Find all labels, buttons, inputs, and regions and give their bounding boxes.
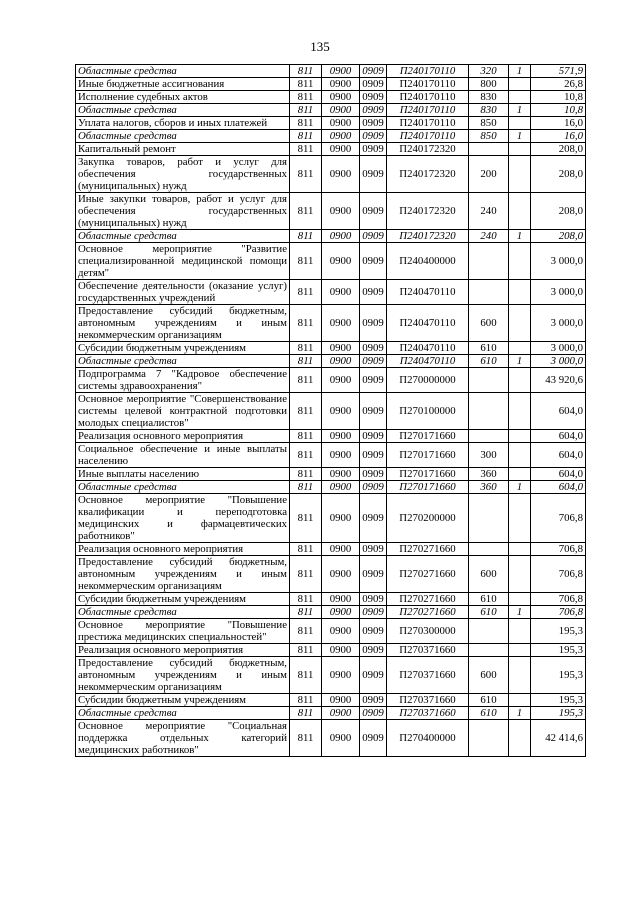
section-code-cell: 0900 [322, 707, 360, 720]
subsection-code-cell: 0909 [360, 443, 387, 468]
subsection-code-cell: 0909 [360, 91, 387, 104]
subsection-code-cell: 0909 [360, 143, 387, 156]
expense-type-cell [469, 393, 509, 430]
expense-type-cell: 600 [469, 305, 509, 342]
expense-type-cell: 610 [469, 342, 509, 355]
funding-source-cell [509, 91, 531, 104]
section-code-cell: 0900 [322, 193, 360, 230]
amount-cell: 195,3 [531, 657, 586, 694]
amount-cell: 706,8 [531, 494, 586, 543]
amount-cell: 3 000,0 [531, 342, 586, 355]
section-code-cell: 0900 [322, 368, 360, 393]
amount-cell: 43 920,6 [531, 368, 586, 393]
expense-type-cell: 610 [469, 606, 509, 619]
expense-type-cell: 610 [469, 694, 509, 707]
expense-type-cell: 360 [469, 481, 509, 494]
expense-type-cell: 300 [469, 443, 509, 468]
subsection-code-cell: 0909 [360, 481, 387, 494]
ministry-code-cell: 811 [290, 644, 322, 657]
expense-type-cell: 610 [469, 355, 509, 368]
subsection-code-cell: 0909 [360, 468, 387, 481]
target-article-cell: П240170110 [387, 78, 469, 91]
row-name-cell: Уплата налогов, сборов и иных платежей [76, 117, 290, 130]
target-article-cell: П270000000 [387, 368, 469, 393]
regional-funds-row [76, 230, 586, 243]
ministry-code-cell: 811 [290, 230, 322, 243]
funding-source-cell: 1 [509, 65, 531, 78]
expense-type-cell [469, 720, 509, 757]
section-code-cell: 0900 [322, 78, 360, 91]
ministry-code-cell: 811 [290, 104, 322, 117]
expense-type-cell: 850 [469, 117, 509, 130]
funding-source-cell [509, 694, 531, 707]
target-article-cell: П270371660 [387, 694, 469, 707]
amount-cell: 208,0 [531, 193, 586, 230]
target-article-cell: П240172320 [387, 156, 469, 193]
ministry-code-cell: 811 [290, 707, 322, 720]
table-row [76, 243, 586, 280]
amount-cell: 3 000,0 [531, 243, 586, 280]
expense-type-cell: 200 [469, 156, 509, 193]
amount-cell: 195,3 [531, 619, 586, 644]
ministry-code-cell: 811 [290, 543, 322, 556]
budget-table [75, 64, 586, 757]
expense-type-cell: 600 [469, 657, 509, 694]
target-article-cell: П270300000 [387, 619, 469, 644]
funding-source-cell [509, 305, 531, 342]
section-code-cell: 0900 [322, 720, 360, 757]
expense-type-cell: 320 [469, 65, 509, 78]
target-article-cell: П270271660 [387, 556, 469, 593]
expense-type-cell [469, 243, 509, 280]
expense-type-cell [469, 619, 509, 644]
funding-source-cell [509, 543, 531, 556]
regional-funds-row [76, 606, 586, 619]
funding-source-cell: 1 [509, 230, 531, 243]
target-article-cell: П240170110 [387, 104, 469, 117]
subsection-code-cell: 0909 [360, 694, 387, 707]
amount-cell: 195,3 [531, 707, 586, 720]
amount-cell: 604,0 [531, 481, 586, 494]
amount-cell: 16,0 [531, 130, 586, 143]
row-name-cell: Подпрограмма 7 "Кадровое обеспечение системы здравоохранения" [76, 368, 290, 393]
regional-funds-row [76, 481, 586, 494]
subsection-code-cell: 0909 [360, 707, 387, 720]
ministry-code-cell: 811 [290, 305, 322, 342]
funding-source-cell: 1 [509, 355, 531, 368]
table-row [76, 156, 586, 193]
row-name-cell: Социальное обеспечение и иные выплаты населению [76, 443, 290, 468]
table-row [76, 556, 586, 593]
ministry-code-cell: 811 [290, 193, 322, 230]
amount-cell: 208,0 [531, 156, 586, 193]
funding-source-cell [509, 443, 531, 468]
funding-source-cell [509, 468, 531, 481]
amount-cell: 706,8 [531, 606, 586, 619]
expense-type-cell: 850 [469, 130, 509, 143]
expense-type-cell [469, 644, 509, 657]
section-code-cell: 0900 [322, 694, 360, 707]
table-row [76, 694, 586, 707]
row-name-cell: Областные средства [76, 230, 290, 243]
target-article-cell: П270171660 [387, 443, 469, 468]
row-name-cell: Областные средства [76, 65, 290, 78]
subsection-code-cell: 0909 [360, 556, 387, 593]
target-article-cell: П270400000 [387, 720, 469, 757]
amount-cell: 3 000,0 [531, 355, 586, 368]
ministry-code-cell: 811 [290, 243, 322, 280]
row-name-cell: Областные средства [76, 606, 290, 619]
funding-source-cell [509, 342, 531, 355]
row-name-cell: Предоставление субсидий бюджетным, автономным учреждениям и иным некоммерческим организациям [76, 556, 290, 593]
funding-source-cell [509, 556, 531, 593]
target-article-cell: П240470110 [387, 355, 469, 368]
row-name-cell: Предоставление субсидий бюджетным, автономным учреждениям и иным некоммерческим организациям [76, 305, 290, 342]
amount-cell: 42 414,6 [531, 720, 586, 757]
row-name-cell: Областные средства [76, 481, 290, 494]
target-article-cell: П270271660 [387, 543, 469, 556]
target-article-cell: П270100000 [387, 393, 469, 430]
funding-source-cell: 1 [509, 481, 531, 494]
table-row [76, 593, 586, 606]
subsection-code-cell: 0909 [360, 243, 387, 280]
target-article-cell: П270171660 [387, 468, 469, 481]
subsection-code-cell: 0909 [360, 193, 387, 230]
ministry-code-cell: 811 [290, 355, 322, 368]
section-code-cell: 0900 [322, 494, 360, 543]
target-article-cell: П270171660 [387, 481, 469, 494]
amount-cell: 195,3 [531, 694, 586, 707]
funding-source-cell: 1 [509, 707, 531, 720]
subsection-code-cell: 0909 [360, 280, 387, 305]
target-article-cell: П270200000 [387, 494, 469, 543]
target-article-cell: П270171660 [387, 430, 469, 443]
funding-source-cell [509, 657, 531, 694]
section-code-cell: 0900 [322, 280, 360, 305]
funding-source-cell [509, 494, 531, 543]
row-name-cell: Основное мероприятие "Развитие специализированной медицинской помощи детям" [76, 243, 290, 280]
expense-type-cell: 610 [469, 593, 509, 606]
funding-source-cell [509, 430, 531, 443]
row-name-cell: Основное мероприятие "Совершенствование системы целевой контрактной подготовки молодых специалистов" [76, 393, 290, 430]
row-name-cell: Исполнение судебных актов [76, 91, 290, 104]
row-name-cell: Областные средства [76, 130, 290, 143]
subsection-code-cell: 0909 [360, 430, 387, 443]
ministry-code-cell: 811 [290, 156, 322, 193]
row-name-cell: Субсидии бюджетным учреждениям [76, 342, 290, 355]
table-row [76, 430, 586, 443]
amount-cell: 571,9 [531, 65, 586, 78]
row-name-cell: Иные бюджетные ассигнования [76, 78, 290, 91]
section-code-cell: 0900 [322, 156, 360, 193]
subsection-code-cell: 0909 [360, 130, 387, 143]
section-code-cell: 0900 [322, 305, 360, 342]
expense-type-cell [469, 430, 509, 443]
amount-cell: 706,8 [531, 556, 586, 593]
ministry-code-cell: 811 [290, 593, 322, 606]
subsection-code-cell: 0909 [360, 494, 387, 543]
amount-cell: 3 000,0 [531, 280, 586, 305]
row-name-cell: Субсидии бюджетным учреждениям [76, 593, 290, 606]
section-code-cell: 0900 [322, 430, 360, 443]
ministry-code-cell: 811 [290, 481, 322, 494]
section-code-cell: 0900 [322, 355, 360, 368]
regional-funds-row [76, 104, 586, 117]
row-name-cell: Основное мероприятие "Повышение квалификации и переподготовка медицинских и фармацевтических работников" [76, 494, 290, 543]
ministry-code-cell: 811 [290, 720, 322, 757]
target-article-cell: П270371660 [387, 657, 469, 694]
regional-funds-row [76, 355, 586, 368]
funding-source-cell [509, 280, 531, 305]
table-row [76, 468, 586, 481]
table-row [76, 720, 586, 757]
table-row [76, 543, 586, 556]
funding-source-cell [509, 143, 531, 156]
ministry-code-cell: 811 [290, 430, 322, 443]
funding-source-cell [509, 193, 531, 230]
ministry-code-cell: 811 [290, 393, 322, 430]
expense-type-cell [469, 543, 509, 556]
row-name-cell: Основное мероприятие "Повышение престижа медицинских специальностей" [76, 619, 290, 644]
funding-source-cell [509, 393, 531, 430]
expense-type-cell: 240 [469, 230, 509, 243]
amount-cell: 706,8 [531, 543, 586, 556]
ministry-code-cell: 811 [290, 342, 322, 355]
expense-type-cell: 240 [469, 193, 509, 230]
subsection-code-cell: 0909 [360, 619, 387, 644]
table-row [76, 143, 586, 156]
ministry-code-cell: 811 [290, 78, 322, 91]
section-code-cell: 0900 [322, 468, 360, 481]
table-row [76, 117, 586, 130]
funding-source-cell [509, 619, 531, 644]
ministry-code-cell: 811 [290, 130, 322, 143]
ministry-code-cell: 811 [290, 91, 322, 104]
amount-cell: 10,8 [531, 91, 586, 104]
funding-source-cell: 1 [509, 104, 531, 117]
funding-source-cell [509, 368, 531, 393]
section-code-cell: 0900 [322, 606, 360, 619]
subsection-code-cell: 0909 [360, 65, 387, 78]
expense-type-cell: 830 [469, 104, 509, 117]
amount-cell: 706,8 [531, 593, 586, 606]
regional-funds-row [76, 707, 586, 720]
target-article-cell: П240170110 [387, 117, 469, 130]
row-name-cell: Предоставление субсидий бюджетным, автономным учреждениям и иным некоммерческим организациям [76, 657, 290, 694]
row-name-cell: Областные средства [76, 355, 290, 368]
ministry-code-cell: 811 [290, 606, 322, 619]
target-article-cell: П240170110 [387, 130, 469, 143]
section-code-cell: 0900 [322, 130, 360, 143]
section-code-cell: 0900 [322, 143, 360, 156]
expense-type-cell [469, 368, 509, 393]
subsection-code-cell: 0909 [360, 368, 387, 393]
row-name-cell: Реализация основного мероприятия [76, 644, 290, 657]
target-article-cell: П240172320 [387, 193, 469, 230]
section-code-cell: 0900 [322, 556, 360, 593]
expense-type-cell: 610 [469, 707, 509, 720]
funding-source-cell [509, 117, 531, 130]
row-name-cell: Иные закупки товаров, работ и услуг для обеспечения государственных (муниципальных) нужд [76, 193, 290, 230]
subsection-code-cell: 0909 [360, 156, 387, 193]
subsection-code-cell: 0909 [360, 342, 387, 355]
target-article-cell: П240170110 [387, 91, 469, 104]
target-article-cell: П240470110 [387, 280, 469, 305]
table-row [76, 619, 586, 644]
subsection-code-cell: 0909 [360, 543, 387, 556]
subsection-code-cell: 0909 [360, 393, 387, 430]
table-row [76, 342, 586, 355]
table-row [76, 494, 586, 543]
section-code-cell: 0900 [322, 543, 360, 556]
expense-type-cell: 800 [469, 78, 509, 91]
row-name-cell: Реализация основного мероприятия [76, 543, 290, 556]
row-name-cell: Закупка товаров, работ и услуг для обеспечения государственных (муниципальных) нужд [76, 156, 290, 193]
section-code-cell: 0900 [322, 230, 360, 243]
subsection-code-cell: 0909 [360, 305, 387, 342]
table-row [76, 657, 586, 694]
ministry-code-cell: 811 [290, 143, 322, 156]
amount-cell: 208,0 [531, 230, 586, 243]
amount-cell: 10,8 [531, 104, 586, 117]
ministry-code-cell: 811 [290, 619, 322, 644]
section-code-cell: 0900 [322, 243, 360, 280]
subsection-code-cell: 0909 [360, 355, 387, 368]
row-name-cell: Основное мероприятие "Социальная поддержка отдельных категорий медицинских работников" [76, 720, 290, 757]
target-article-cell: П240172320 [387, 230, 469, 243]
table-row [76, 393, 586, 430]
expense-type-cell [469, 494, 509, 543]
funding-source-cell [509, 243, 531, 280]
ministry-code-cell: 811 [290, 443, 322, 468]
ministry-code-cell: 811 [290, 556, 322, 593]
row-name-cell: Областные средства [76, 104, 290, 117]
row-name-cell: Реализация основного мероприятия [76, 430, 290, 443]
row-name-cell: Капитальный ремонт [76, 143, 290, 156]
regional-funds-row [76, 65, 586, 78]
section-code-cell: 0900 [322, 393, 360, 430]
regional-funds-row [76, 130, 586, 143]
row-name-cell: Областные средства [76, 707, 290, 720]
ministry-code-cell: 811 [290, 657, 322, 694]
ministry-code-cell: 811 [290, 694, 322, 707]
table-row [76, 305, 586, 342]
section-code-cell: 0900 [322, 593, 360, 606]
section-code-cell: 0900 [322, 481, 360, 494]
target-article-cell: П270371660 [387, 644, 469, 657]
funding-source-cell: 1 [509, 606, 531, 619]
subsection-code-cell: 0909 [360, 593, 387, 606]
amount-cell: 208,0 [531, 143, 586, 156]
budget-table-body [76, 65, 586, 757]
subsection-code-cell: 0909 [360, 230, 387, 243]
ministry-code-cell: 811 [290, 117, 322, 130]
target-article-cell: П240170110 [387, 65, 469, 78]
amount-cell: 195,3 [531, 644, 586, 657]
ministry-code-cell: 811 [290, 468, 322, 481]
subsection-code-cell: 0909 [360, 606, 387, 619]
subsection-code-cell: 0909 [360, 104, 387, 117]
funding-source-cell [509, 644, 531, 657]
table-row [76, 280, 586, 305]
section-code-cell: 0900 [322, 657, 360, 694]
expense-type-cell: 830 [469, 91, 509, 104]
table-row [76, 91, 586, 104]
table-row [76, 368, 586, 393]
target-article-cell: П240400000 [387, 243, 469, 280]
section-code-cell: 0900 [322, 91, 360, 104]
expense-type-cell [469, 280, 509, 305]
table-row [76, 644, 586, 657]
row-name-cell: Иные выплаты населению [76, 468, 290, 481]
section-code-cell: 0900 [322, 342, 360, 355]
table-row [76, 193, 586, 230]
target-article-cell: П270271660 [387, 606, 469, 619]
funding-source-cell: 1 [509, 130, 531, 143]
target-article-cell: П270271660 [387, 593, 469, 606]
target-article-cell: П270371660 [387, 707, 469, 720]
ministry-code-cell: 811 [290, 65, 322, 78]
amount-cell: 604,0 [531, 430, 586, 443]
target-article-cell: П240470110 [387, 305, 469, 342]
section-code-cell: 0900 [322, 443, 360, 468]
subsection-code-cell: 0909 [360, 117, 387, 130]
funding-source-cell [509, 156, 531, 193]
funding-source-cell [509, 78, 531, 91]
amount-cell: 604,0 [531, 393, 586, 430]
target-article-cell: П240172320 [387, 143, 469, 156]
row-name-cell: Обеспечение деятельности (оказание услуг) государственных учреждений [76, 280, 290, 305]
amount-cell: 16,0 [531, 117, 586, 130]
subsection-code-cell: 0909 [360, 657, 387, 694]
subsection-code-cell: 0909 [360, 720, 387, 757]
amount-cell: 604,0 [531, 443, 586, 468]
ministry-code-cell: 811 [290, 494, 322, 543]
expense-type-cell [469, 143, 509, 156]
section-code-cell: 0900 [322, 619, 360, 644]
section-code-cell: 0900 [322, 104, 360, 117]
subsection-code-cell: 0909 [360, 644, 387, 657]
subsection-code-cell: 0909 [360, 78, 387, 91]
expense-type-cell: 360 [469, 468, 509, 481]
ministry-code-cell: 811 [290, 280, 322, 305]
amount-cell: 3 000,0 [531, 305, 586, 342]
row-name-cell: Субсидии бюджетным учреждениям [76, 694, 290, 707]
table-row [76, 78, 586, 91]
page-number: 135 [310, 39, 330, 54]
table-row [76, 443, 586, 468]
section-code-cell: 0900 [322, 65, 360, 78]
funding-source-cell [509, 720, 531, 757]
section-code-cell: 0900 [322, 644, 360, 657]
ministry-code-cell: 811 [290, 368, 322, 393]
funding-source-cell [509, 593, 531, 606]
amount-cell: 604,0 [531, 468, 586, 481]
expense-type-cell: 600 [469, 556, 509, 593]
amount-cell: 26,8 [531, 78, 586, 91]
section-code-cell: 0900 [322, 117, 360, 130]
target-article-cell: П240470110 [387, 342, 469, 355]
